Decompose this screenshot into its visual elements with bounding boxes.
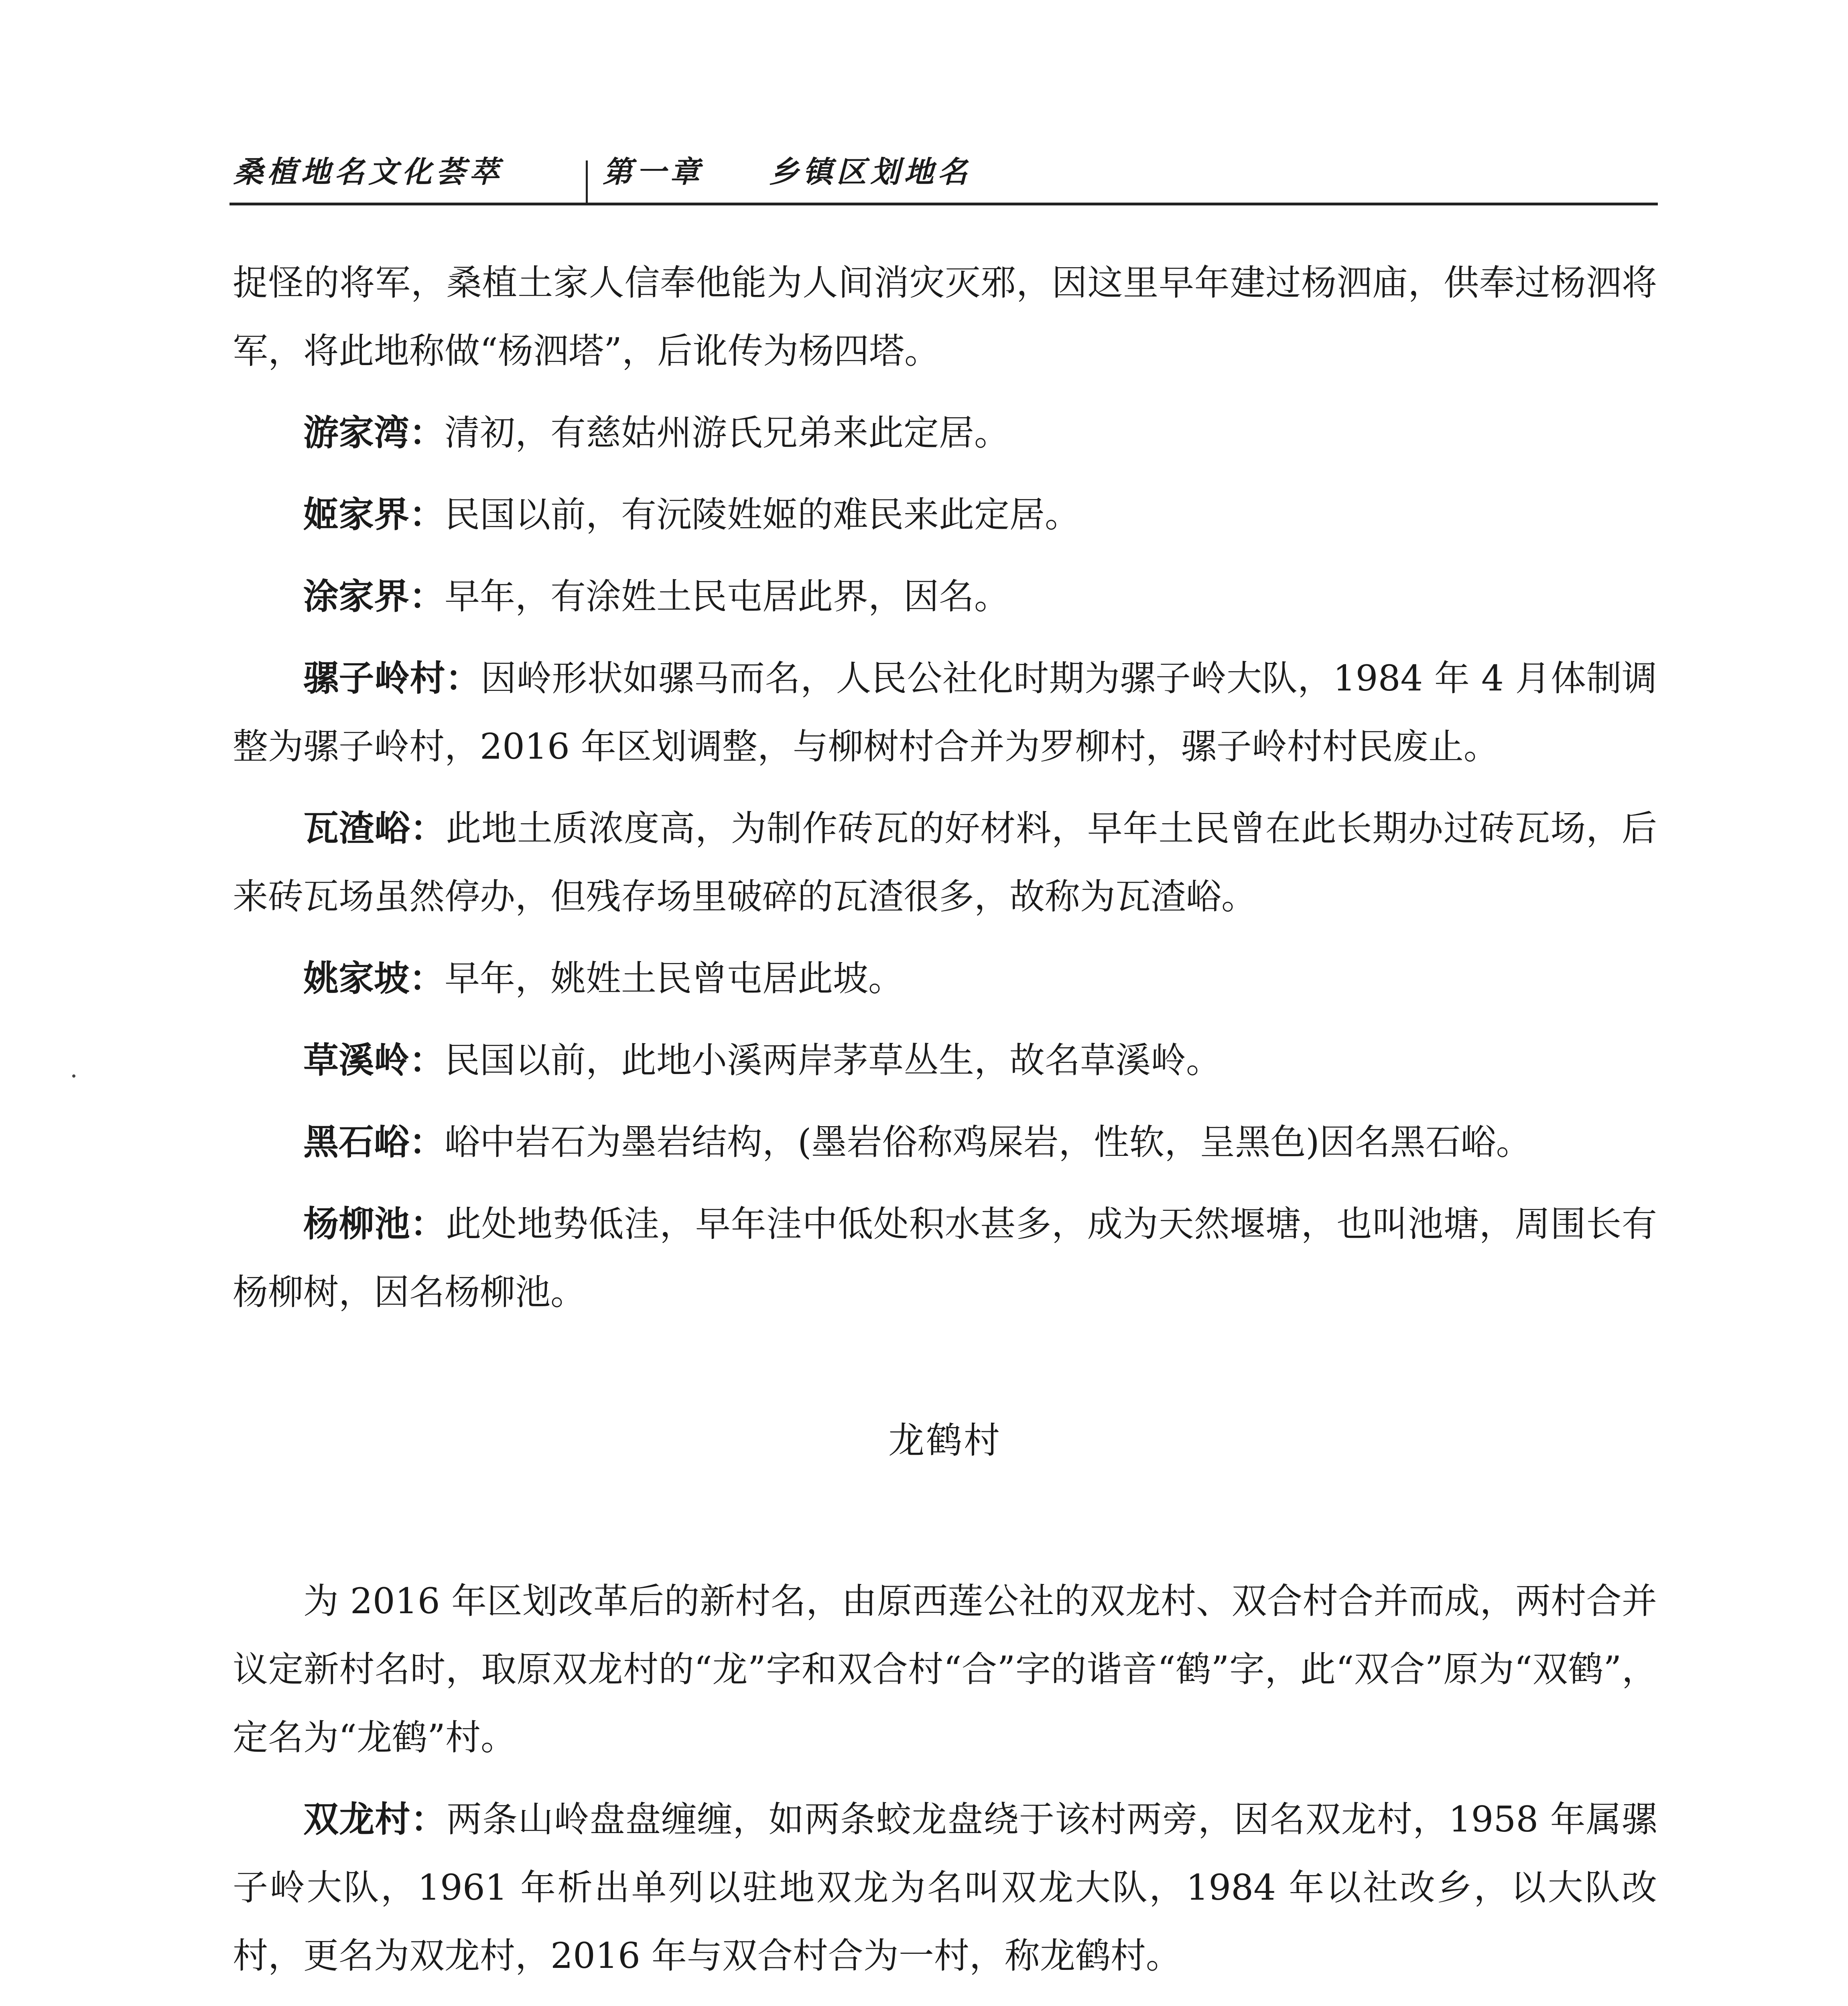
place-entry: [233, 249, 1657, 385]
place-entry: [233, 481, 1657, 549]
place-description: 捉怪的将军，桑植土家人信奉他能为人间消灾灭邪，因这里早年建过杨泗庙，供奉过杨泗将军，将此地称做“杨泗塔”，后讹传为杨四塔。: [233, 262, 1657, 372]
place-entry: [233, 1190, 1657, 1326]
place-name: 骡子岭村：: [303, 658, 481, 699]
place-description: 早年，姚姓土民曾屯居此坡。: [445, 958, 904, 999]
place-entry: [233, 1785, 1657, 1990]
place-entry: [233, 1026, 1657, 1094]
place-description: 民国以前，有沅陵姓姬的难民来此定居。: [445, 494, 1080, 535]
place-description: 民国以前，此地小溪两岸茅草丛生，故名草溪岭。: [445, 1040, 1222, 1081]
place-entry: [233, 944, 1657, 1013]
section-intro: 为 2016 年区划改革后的新村名，由原西莲公社的双龙村、双合村合并而成，两村合并议定新村名时，取原双龙村的“龙”字和双合村“合”字的谐音“鹤”字，此“双合”原为“双鹤”，定名为“龙鹤”村。: [233, 1580, 1657, 1758]
place-name: 姬家界：: [303, 494, 445, 535]
place-description: 因岭形状如骡马而名，人民公社化时期为骡子岭大队，1984 年 4 月体制调整为骡子岭村，2016 年区划调整，与柳树村合并为罗柳村，骡子岭村村民废止。: [233, 658, 1657, 767]
header-separator: [586, 160, 588, 205]
bottom-entries: [233, 1785, 1657, 2006]
place-description: 清初，有慈姑州游氏兄弟来此定居。: [445, 412, 1010, 453]
place-description: 此处地势低洼，早年洼中低处积水甚多，成为天然堰塘，也叫池塘，周围长有杨柳树，因名杨柳池。: [233, 1203, 1657, 1313]
place-entry: [233, 562, 1657, 631]
place-name: 瓦渣峪：: [303, 808, 446, 849]
scan-speck: [72, 1074, 75, 1078]
place-entry: [233, 399, 1657, 467]
place-description: 两条山岭盘盘缠缠，如两条蛟龙盘绕于该村两旁，因名双龙村，1958 年属骡子岭大队，1961 年析出单列以驻地双龙为名叫双龙大队，1984 年以社改乡，以大队改村，更名为双龙村，2016 年与双合村合为一村，称龙鹤村。: [233, 1799, 1657, 1976]
place-description: 此地土质浓度高，为制作砖瓦的好材料，早年土民曾在此长期办过砖瓦场，后来砖瓦场虽然停办，但残存场里破碎的瓦渣很多，故称为瓦渣峪。: [233, 808, 1657, 917]
place-name: 草溪岭：: [303, 1040, 445, 1081]
page-body: [233, 249, 1657, 2006]
place-description: 峪中岩石为墨岩结构，(墨岩俗称鸡屎岩，性软，呈黑色)因名黑石峪。: [445, 1121, 1531, 1163]
top-entries: [233, 249, 1657, 1326]
place-entry: [233, 2004, 1657, 2006]
place-name: 涂家界：: [303, 576, 445, 617]
header-rule: [229, 203, 1658, 205]
place-name: 游家湾：: [303, 412, 445, 453]
place-name: 姚家坡：: [303, 958, 445, 999]
place-name: 双龙村：: [303, 1799, 447, 1840]
place-name: 杨柳池：: [303, 1203, 446, 1245]
place-name: 黑石峪：: [303, 1121, 445, 1163]
header-book-title: 桑植地名文化荟萃: [234, 155, 503, 189]
section-title: 龙鹤村: [888, 1419, 1001, 1462]
place-entry: [233, 644, 1657, 781]
place-description: 早年，有涂姓土民屯居此界，因名。: [445, 576, 1010, 617]
running-header: [229, 148, 1658, 209]
place-entry: [233, 1108, 1657, 1176]
place-entry: [233, 794, 1657, 931]
header-chapter: 第一章: [603, 155, 704, 189]
header-section: 乡镇区划地名: [769, 155, 971, 189]
